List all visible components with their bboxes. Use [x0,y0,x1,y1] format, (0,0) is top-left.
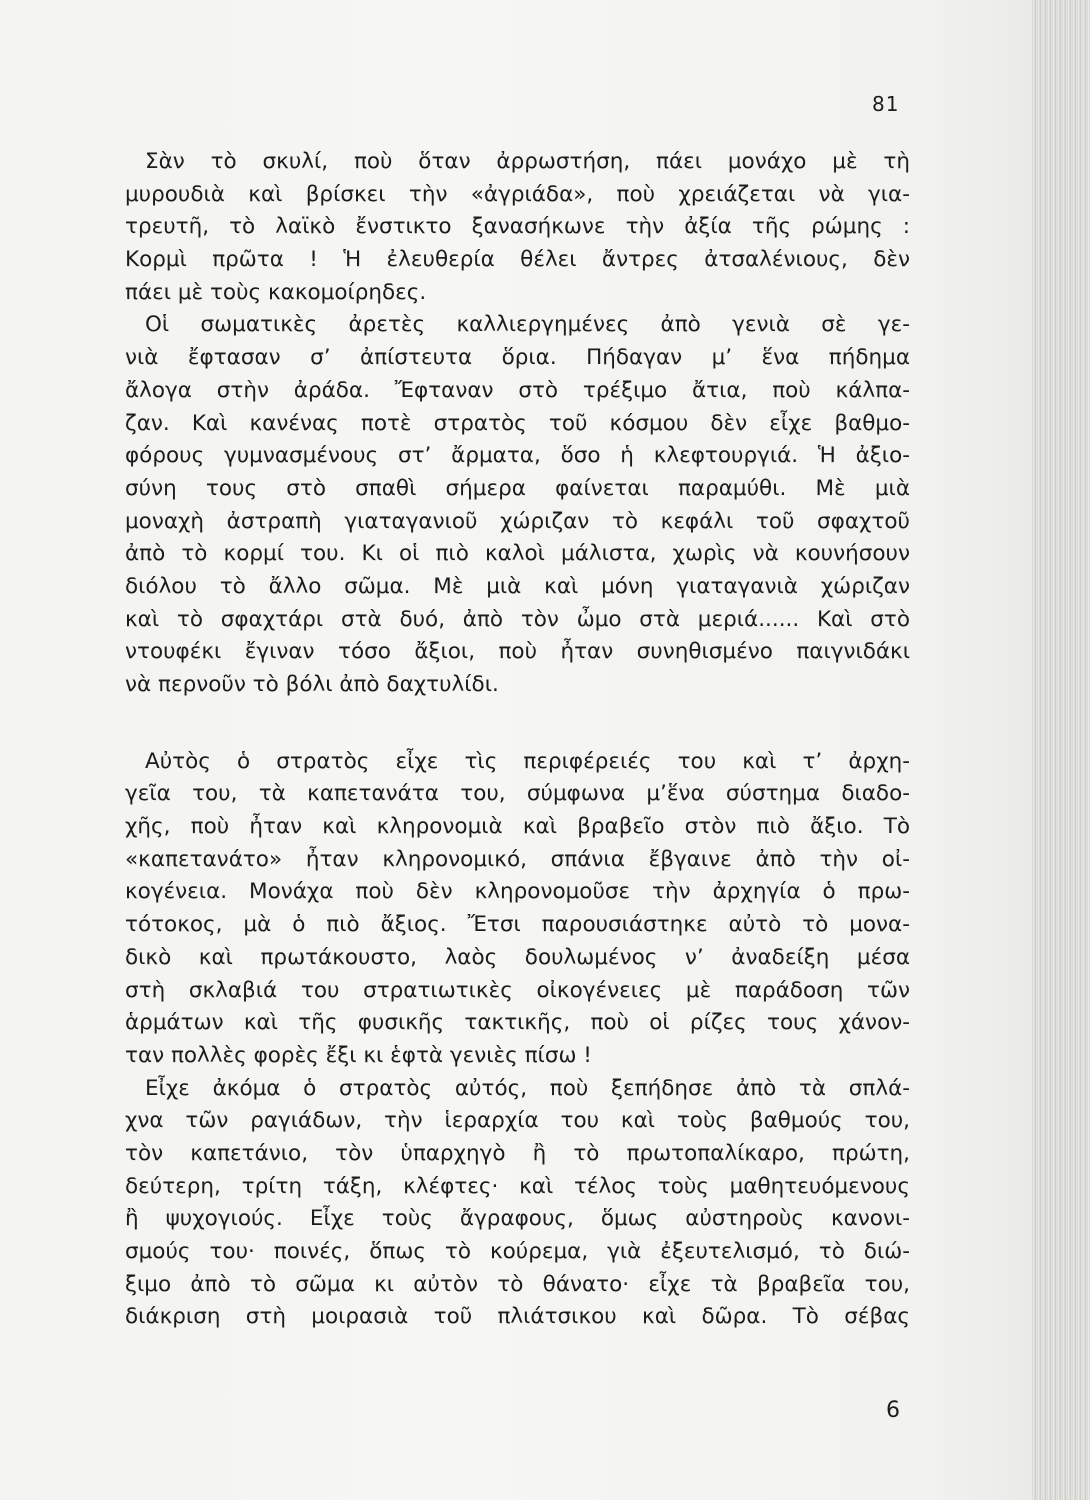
text-line: ντουφέκι ἔγιναν τόσο ἄξιοι, ποὺ ἦταν συνηθισμένο παιγνιδάκι [125,639,910,665]
text-line: ζαν. Καὶ κανένας ποτὲ στρατὸς τοῦ κόσμου δὲν εἶχε βαθμο- [125,410,910,436]
text-line: ἁρμάτων καὶ τῆς φυσικῆς τακτικῆς, ποὺ οἱ ρίζες τους χάνον- [125,1010,910,1036]
text-line: σύνη τους στὸ σπαθὶ σήμερα φαίνεται παραμύθι. Μὲ μιὰ [125,475,910,501]
text-line: δεύτερη, τρίτη τάξη, κλέφτες· καὶ τέλος τοὺς μαθητευόμενους [125,1173,910,1199]
text-line: ἀπὸ τὸ κορμί του. Κι οἱ πιὸ καλοὶ μάλιστα, χωρὶς νὰ κουνήσουν [125,541,910,567]
paragraph-gap [125,702,910,746]
text-line: νὰ περνοῦν τὸ βόλι ἀπὸ δαχτυλίδι. [125,672,499,697]
text-line: μοναχὴ ἀστραπὴ γιαταγανιοῦ χώριζαν τὸ κεφάλι τοῦ σφαχτοῦ [125,508,910,534]
page-edge-shadow [1032,0,1090,1500]
text-line: κογένεια. Μονάχα ποὺ δὲν κληρονομοῦσε τὴν ἀρχηγία ὁ πρω- [125,879,910,905]
text-line: Σὰν τὸ σκυλί, ποὺ ὅταν ἀρρωστήση, πάει μονάχο μὲ τὴ [145,149,910,174]
text-line: πάει μὲ τοὺς κακομοίρηδες. [125,279,427,305]
page-number-top: 81 [872,92,900,116]
text-line: τὸν καπετάνιο, τὸν ὑπαρχηγὸ ἢ τὸ πρωτοπαλίκαρο, πρώτη, [125,1140,910,1166]
text-line: διάκριση στὴ μοιρασιὰ τοῦ πλιάτσικου καὶ δῶρα. Τὸ σέβας [125,1304,910,1330]
paragraph [125,1073,910,1335]
text-line: μυρουδιὰ καὶ βρίσκει τὴν «ἀγριάδα», ποὺ χρειάζεται νὰ για- [125,181,910,207]
text-line: Εἶχε ἀκόμα ὁ στρατὸς αὐτός, ποὺ ξεπήδησε ἀπὸ τὰ σπλά- [145,1075,910,1101]
text-line: Οἱ σωματικὲς ἀρετὲς καλλιεργημένες ἀπὸ γενιὰ σὲ γε- [145,312,910,338]
text-line: φόρους γυμνασμένους στ’ ἄρματα, ὅσο ἡ κλεφτουργιά. Ἡ ἀξιο- [125,443,910,469]
text-line: ταν πολλὲς φορὲς ἔξι κι ἑφτὰ γενιὲς πίσω ! [125,1042,592,1068]
text-line: Κορμὶ πρῶτα ! Ἡ ἐλευθερία θέλει ἄντρες ἀτσαλένιους, δὲν [125,247,910,273]
text-line: τρευτῆ, τὸ λαϊκὸ ἔνστικτο ξανασήκωνε τὴν ἀξία τῆς ρώμης : [125,214,910,240]
text-line: διόλου τὸ ἄλλο σῶμα. Μὲ μιὰ καὶ μόνη γιαταγανιὰ χώριζαν [125,573,910,599]
text-line: ἄλογα στὴν ἀράδα. Ἔφταναν στὸ τρέξιμο ἄτια, ποὺ κάλπα- [125,377,910,403]
text-line: στὴ σκλαβιά του στρατιωτικὲς οἰκογένειες μὲ παράδοση τῶν [125,977,910,1003]
text-line: γεῖα του, τὰ καπετανάτα του, σύμφωνα μ’ἕνα σύστημα διαδο- [125,781,910,807]
text-line: νιὰ ἔφτασαν σ’ ἀπίστευτα ὅρια. Πήδαγαν μ’ ἕνα πήδημα [125,345,910,371]
text-line: ἢ ψυχογιούς. Εἶχε τοὺς ἄγραφους, ὅμως αὐστηροὺς κανονι- [125,1206,910,1232]
text-line: Αὐτὸς ὁ στρατὸς εἶχε τὶς περιφέρειές του καὶ τ’ ἀρχη- [145,748,910,774]
text-line: δικὸ καὶ πρωτάκουστο, λαὸς δουλωμένος ν’ ἀναδείξη μέσα [125,944,910,970]
page-number-bottom: 6 [886,1398,900,1423]
paragraph [125,309,910,701]
paragraph [125,746,910,1073]
text-line: τότοκος, μὰ ὁ πιὸ ἄξιος. Ἔτσι παρουσιάστηκε αὐτὸ τὸ μονα- [125,912,910,938]
paragraph [125,146,910,309]
text-line: χνα τῶν ραγιάδων, τὴν ἱεραρχία του καὶ τοὺς βαθμούς του, [125,1108,910,1134]
text-body [125,146,910,1334]
text-line: σμούς του· ποινές, ὅπως τὸ κούρεμα, γιὰ ἐξευτελισμό, τὸ διώ- [125,1239,910,1264]
text-line: καὶ τὸ σφαχτάρι στὰ δυό, ἀπὸ τὸν ὦμο στὰ μεριά...... Καὶ στὸ [125,606,910,632]
text-line: «καπετανάτο» ἦταν κληρονομικό, σπάνια ἔβγαινε ἀπὸ τὴν οἰ- [125,846,910,872]
text-line: ξιμο ἀπὸ τὸ σῶμα κι αὐτὸν τὸ θάνατο· εἶχε τὰ βραβεῖα του, [125,1271,910,1297]
text-line: χῆς, ποὺ ἦταν καὶ κληρονομιὰ καὶ βραβεῖο στὸν πιὸ ἄξιο. Τὸ [125,814,910,840]
